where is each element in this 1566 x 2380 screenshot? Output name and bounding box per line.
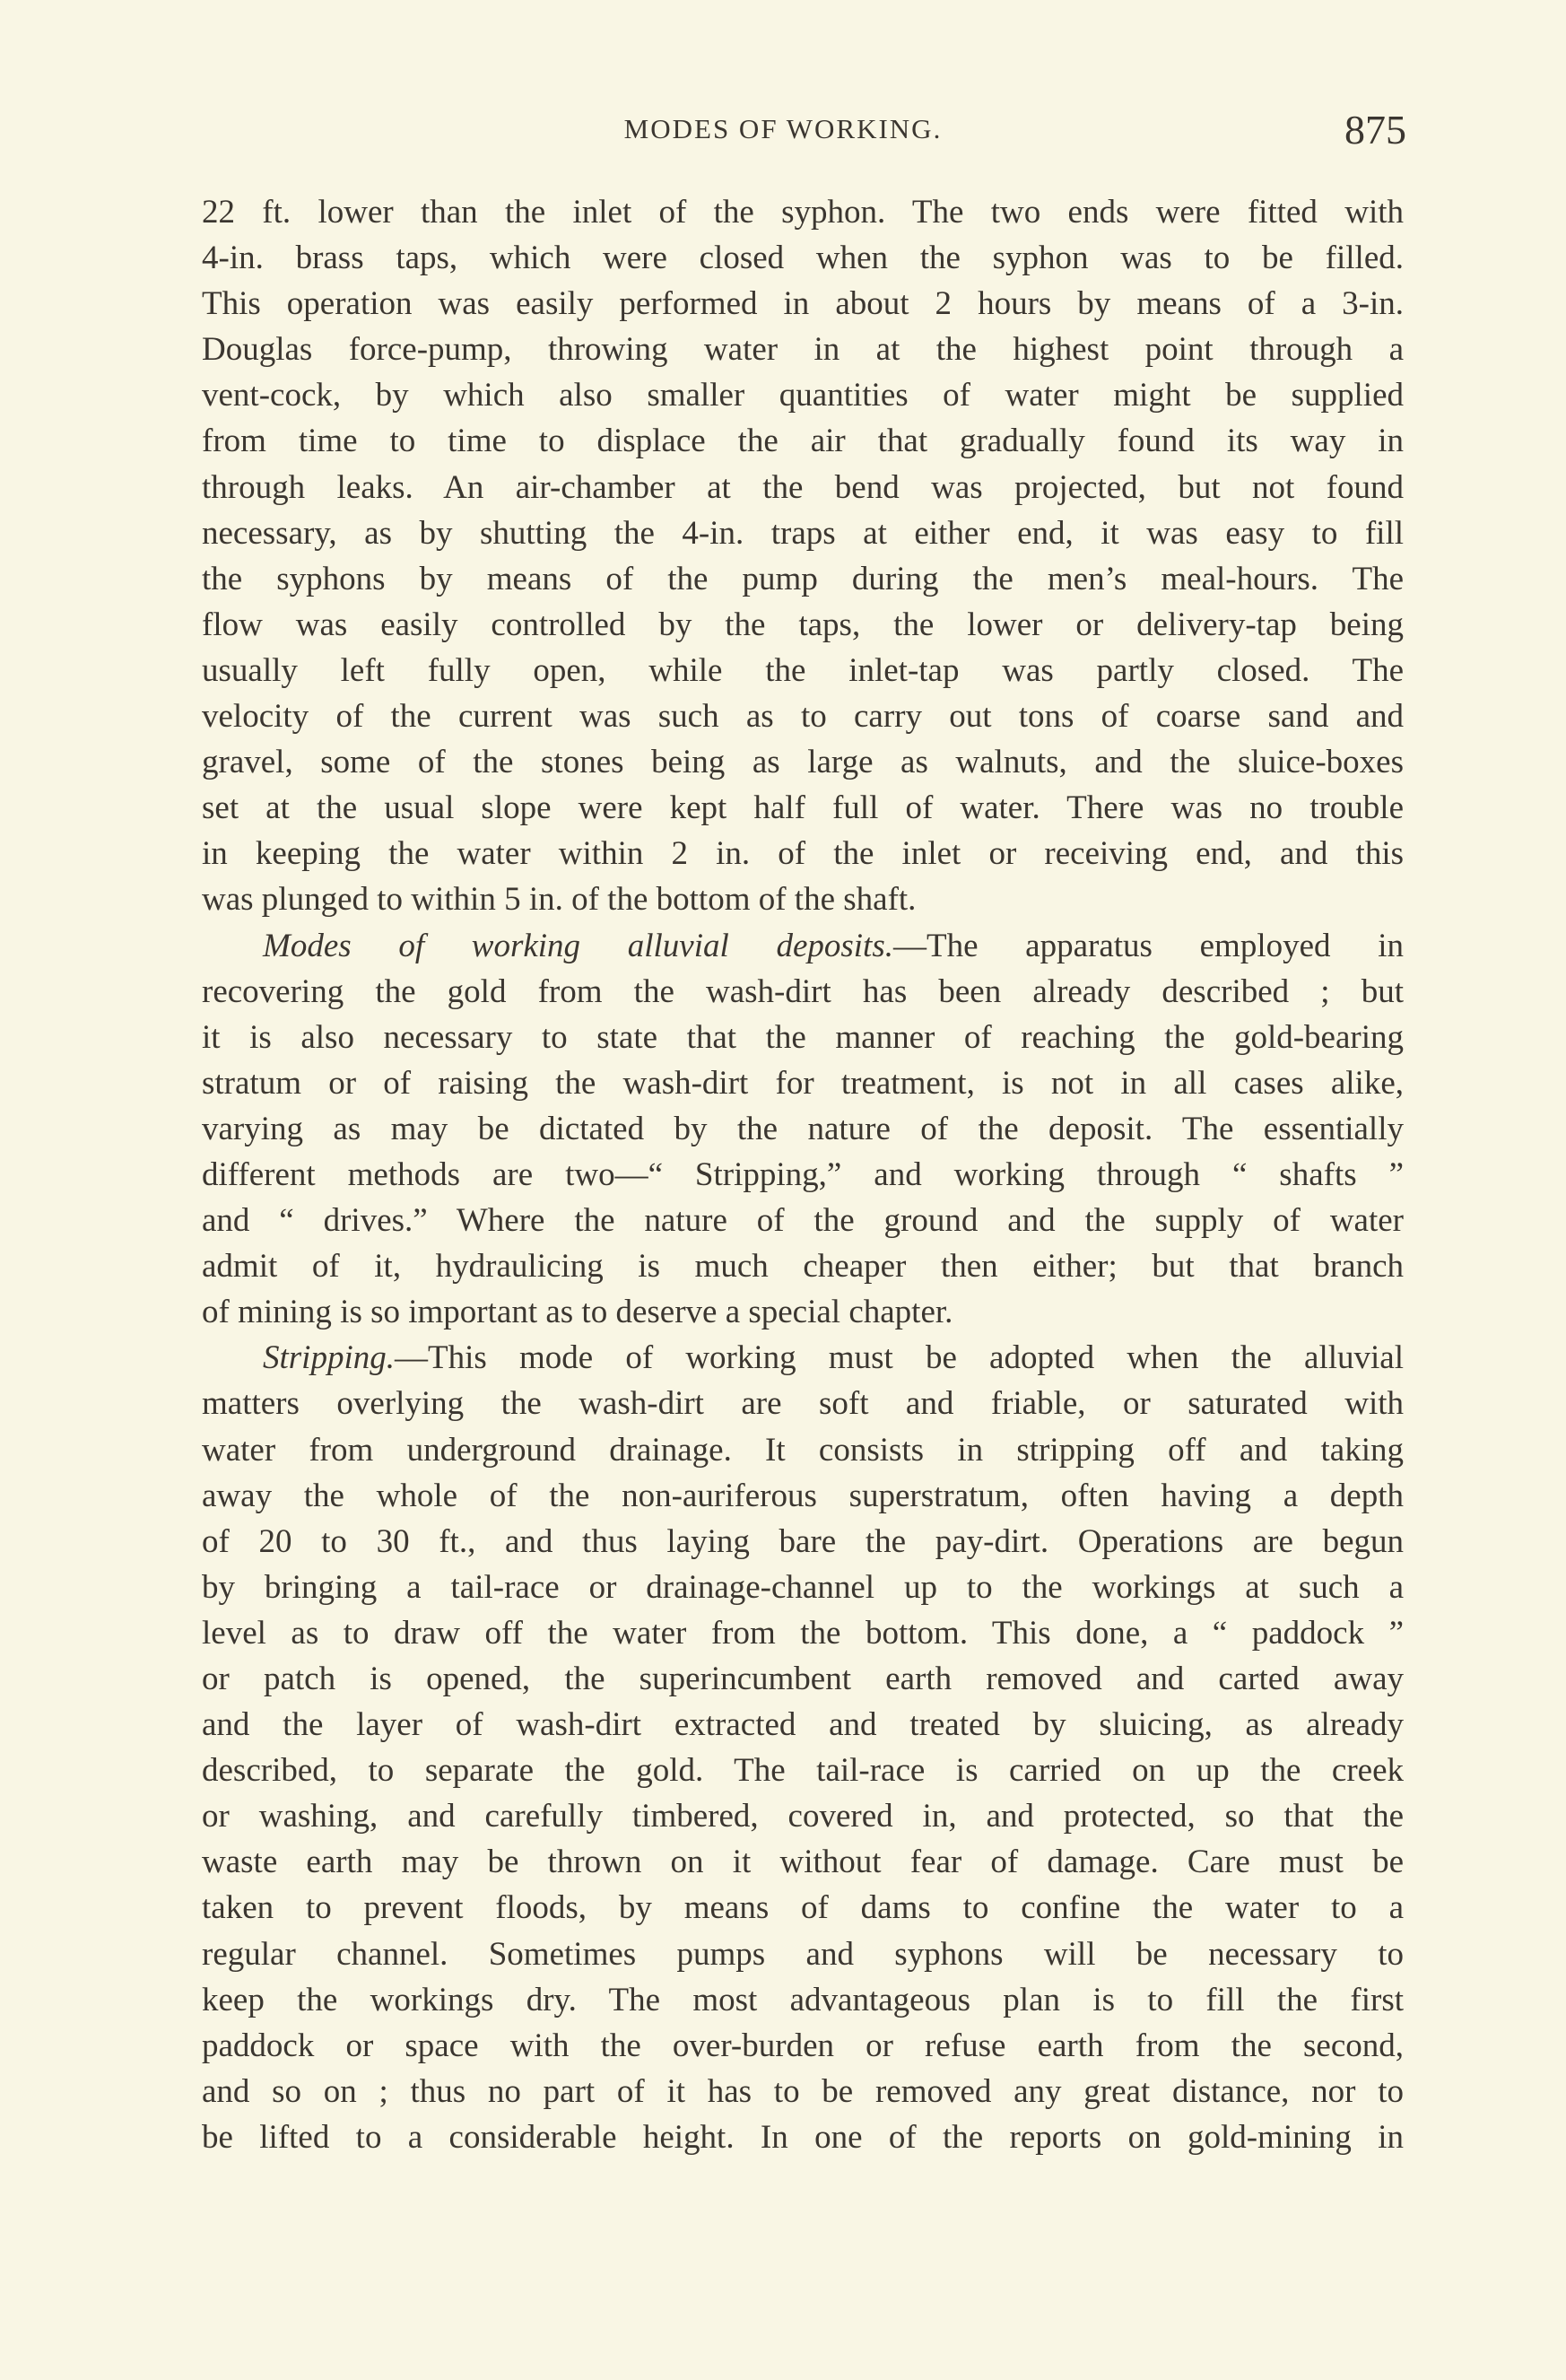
text-line — [202, 1015, 1404, 1060]
line-text: was plunged to within 5 in. of the bottom of the shaft. — [202, 881, 917, 919]
line-text: or washing, and carefully timbered, covered in, and protected, so that the — [202, 1798, 1404, 1835]
line-text: by bringing a tail-race or drainage-channel up to the workings at such a — [202, 1568, 1404, 1606]
line-text: Douglas force-pump, throwing water in at the highest point through a — [202, 331, 1404, 369]
line-text: regular channel. Sometimes pumps and syphons will be necessary to — [202, 1935, 1404, 1973]
text-line — [202, 465, 1404, 510]
line-text: through leaks. An air-chamber at the bend was projected, but not found — [202, 468, 1404, 506]
line-text: and the layer of wash-dirt extracted and treated by sluicing, as already — [202, 1706, 1404, 1744]
text-line — [202, 189, 1404, 235]
text-line — [202, 693, 1404, 739]
line-text: water from underground drainage. It consists in stripping off and taking — [202, 1431, 1404, 1469]
text-line — [202, 1289, 1404, 1335]
text-line — [202, 281, 1404, 327]
line-text: paddock or space with the over-burden or refuse earth from the second, — [202, 2027, 1404, 2064]
line-text: recovering the gold from the wash-dirt has been already described ; but — [202, 972, 1404, 1010]
text-line — [202, 1519, 1404, 1565]
running-head: MODES OF WORKING. — [623, 113, 943, 144]
text-line — [202, 969, 1404, 1015]
text-line — [202, 510, 1404, 556]
line-text: in keeping the water within 2 in. of the inlet or receiving end, and this — [202, 835, 1404, 873]
text-line — [202, 785, 1404, 831]
line-text: of mining is so important as to deserve a special chapter. — [202, 1294, 953, 1331]
text-line — [202, 1977, 1404, 2023]
text-line — [202, 1885, 1404, 1931]
line-text: away the whole of the non-auriferous superstratum, often having a depth — [202, 1477, 1404, 1514]
line-text: waste earth may be thrown on it without fear of damage. Care must be — [202, 1844, 1404, 1881]
line-text: be lifted to a considerable height. In one of the reports on gold-mining in — [202, 2118, 1404, 2156]
text-line — [202, 418, 1404, 464]
line-text: or patch is opened, the superincumbent earth removed and carted away — [202, 1661, 1404, 1697]
text-line — [202, 1152, 1404, 1198]
text-line — [202, 556, 1404, 602]
text-line — [202, 602, 1404, 648]
line-text: This operation was easily performed in about 2 hours by means of a 3-in. — [202, 285, 1404, 323]
line-text: set at the usual slope were kept half full of water. There was no trouble — [202, 789, 1404, 827]
line-text: gravel, some of the stones being as large as walnuts, and the sluice-boxes — [202, 744, 1404, 781]
paragraph-heading: Modes of working alluvial deposits. — [263, 927, 893, 964]
text-line — [202, 2114, 1404, 2160]
text-line — [202, 923, 1404, 969]
line-text: taken to prevent floods, by means of dams to confine the water to a — [202, 1889, 1404, 1927]
line-text: of 20 to 30 ft., and thus laying bare the pay-dirt. Operations are begun — [202, 1522, 1404, 1560]
line-text: —The apparatus employed in — [892, 927, 1404, 964]
text-line — [202, 327, 1404, 372]
text-line — [202, 2023, 1404, 2069]
line-text: varying as may be dictated by the nature of the deposit. The essentially — [202, 1110, 1404, 1147]
text-line — [202, 1427, 1404, 1473]
text-line — [202, 1793, 1404, 1839]
line-text: described, to separate the gold. The tail-race is carried on up the creek — [202, 1752, 1404, 1790]
text-line — [202, 1610, 1404, 1656]
line-text: level as to draw off the water from the bottom. This done, a “ paddock ” — [202, 1614, 1404, 1652]
text-line — [202, 1381, 1404, 1426]
text-line — [202, 372, 1404, 418]
text-line — [202, 1702, 1404, 1748]
text-line — [202, 1106, 1404, 1152]
line-text: vent-cock, by which also smaller quantities of water might be supplied — [202, 377, 1404, 414]
line-text: flow was easily controlled by the taps, the lower or delivery-tap being — [202, 606, 1404, 643]
text-line — [202, 1748, 1404, 1793]
text-line — [202, 648, 1404, 693]
line-text: keep the workings dry. The most advantageous plan is to fill the first — [202, 1981, 1404, 2018]
line-text: the syphons by means of the pump during the men’s meal-hours. The — [202, 560, 1404, 597]
text-line — [202, 1839, 1404, 1885]
text-line — [202, 235, 1404, 281]
line-text: and “ drives.” Where the nature of the ground and the supply of water — [202, 1202, 1404, 1240]
text-line — [202, 1060, 1404, 1106]
body-text — [202, 189, 1404, 2160]
text-line — [202, 2069, 1404, 2114]
text-line — [202, 831, 1404, 876]
paragraph-heading: Stripping. — [263, 1339, 395, 1377]
text-line — [202, 739, 1404, 785]
line-text: necessary, as by shutting the 4-in. traps at either end, it was easy to fill — [202, 514, 1404, 552]
line-text: stratum or of raising the wash-dirt for treatment, is not in all cases alike, — [202, 1064, 1404, 1102]
text-line — [202, 1473, 1404, 1519]
page-number: 875 — [1344, 107, 1406, 153]
line-text: different methods are two—“ Stripping,” and working through “ shafts ” — [202, 1155, 1404, 1193]
line-text: and so on ; thus no part of it has to be removed any great distance, nor to — [202, 2072, 1404, 2110]
line-text: from time to time to displace the air that gradually found its way in — [202, 423, 1404, 460]
line-text: 22 ft. lower than the inlet of the syphon. The two ends were fitted with — [202, 194, 1404, 231]
text-line — [202, 1243, 1404, 1289]
line-text: —This mode of working must be adopted when the alluvial — [395, 1339, 1404, 1377]
line-text: velocity of the current was such as to carry out tons of coarse sand and — [202, 698, 1404, 736]
text-line — [202, 1656, 1404, 1702]
text-line — [202, 1565, 1404, 1610]
line-text: admit of it, hydraulicing is much cheaper then either; but that branch — [202, 1248, 1404, 1286]
text-line — [202, 1335, 1404, 1381]
line-text: 4-in. brass taps, which were closed when the syphon was to be filled. — [202, 240, 1404, 277]
text-line — [202, 1198, 1404, 1243]
line-text: usually left fully open, while the inlet-tap was partly closed. The — [202, 651, 1404, 689]
line-text: it is also necessary to state that the manner of reaching the gold-bearing — [202, 1018, 1404, 1056]
text-line — [202, 1931, 1404, 1977]
text-line — [202, 876, 1404, 922]
line-text: matters overlying the wash-dirt are soft and friable, or saturated with — [202, 1385, 1404, 1423]
